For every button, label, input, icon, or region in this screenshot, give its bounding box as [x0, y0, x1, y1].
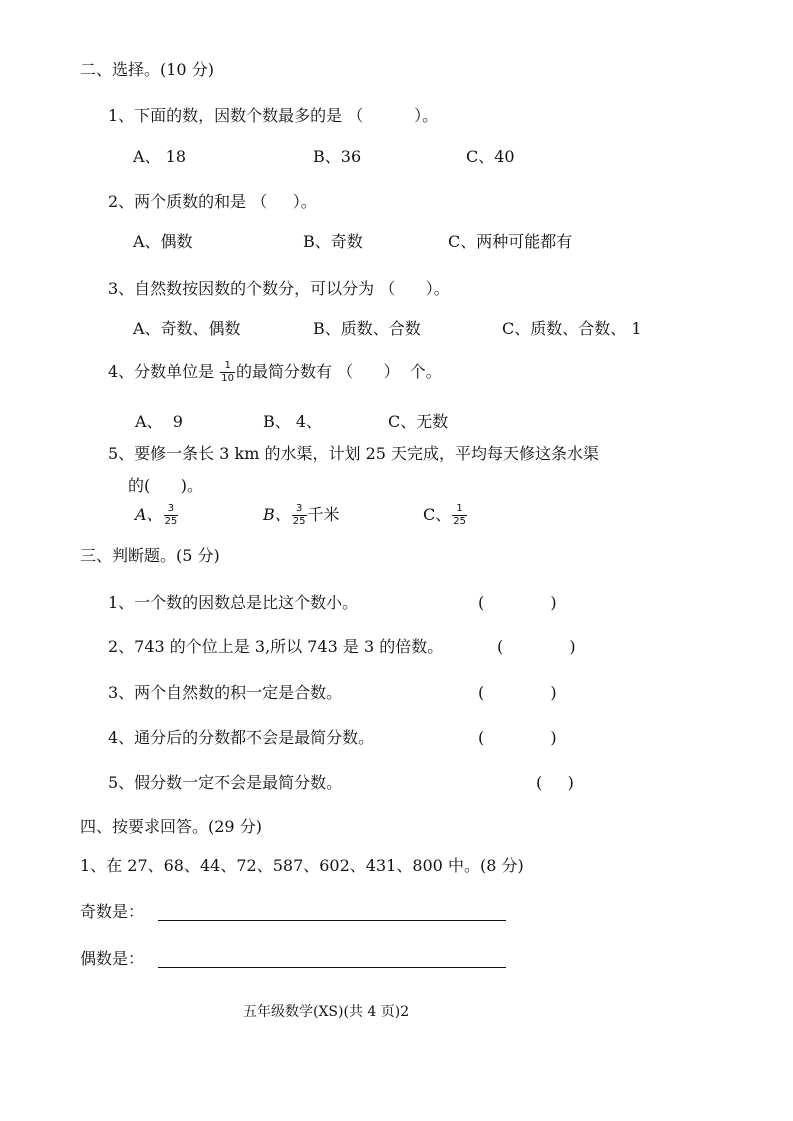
q4-option-a: A、 9 — [135, 412, 183, 431]
q2-stem: 2、两个质数的和是 （ ）。 — [108, 192, 317, 211]
q5-c-num: 1 — [456, 503, 463, 514]
q5-c-den: 25 — [453, 516, 466, 527]
q5-stem-line1: 5、要修一条长 3 km 的水渠，计划 25 天完成，平均每天修这条水渠 — [108, 444, 600, 463]
q4-stem-before: 4、分数单位是 — [108, 362, 220, 381]
judge-item-4-paren: ( ) — [478, 728, 557, 747]
q5-a-num: 3 — [167, 503, 175, 514]
judge-item-3-text: 3、两个自然数的积一定是合数。 — [108, 683, 343, 702]
q5-option-b-label: B、 — [263, 505, 291, 524]
q5-option-b-fraction — [292, 504, 307, 527]
q5-b-den: 25 — [292, 516, 306, 527]
judge-item-5-text: 5、假分数一定不会是最简分数。 — [108, 773, 343, 792]
q1-option-c: C、40 — [466, 147, 515, 166]
q3-stem: 3、自然数按因数的个数分，可以分为 （ ）。 — [108, 279, 450, 298]
q5-option-c-label: C、 — [423, 505, 452, 524]
q5-a-den: 25 — [164, 516, 178, 527]
q1-option-b: B、36 — [313, 147, 362, 166]
q4-option-b: B、 4、 — [263, 412, 323, 431]
q3-option-a: A、奇数、偶数 — [133, 319, 241, 338]
q5-stem-line2: 的( )。 — [128, 476, 204, 495]
section-3-title: 三、判断题。(5 分) — [80, 546, 220, 565]
judge-item-2-text: 2、743 的个位上是 3,所以 743 是 3 的倍数。 — [108, 637, 444, 656]
q5-option-a-fraction — [164, 504, 179, 527]
section-4-title: 四、按要求回答。(29 分) — [80, 817, 262, 836]
q2-option-a: A、偶数 — [133, 232, 193, 251]
judge-item-3-paren: ( ) — [478, 683, 557, 702]
even-label: 偶数是： — [80, 949, 145, 968]
q5-b-num: 3 — [295, 503, 303, 514]
q2-option-b: B、奇数 — [303, 232, 363, 251]
q4-frac-num: 1 — [224, 360, 231, 371]
q3-option-b: B、质数、合数 — [313, 319, 421, 338]
q4-frac-den: 10 — [221, 373, 235, 384]
q4-stem-after: 的最简分数有 （ ） 个。 — [236, 362, 442, 381]
q5-option-c — [423, 504, 468, 527]
judge-item-4-text: 4、通分后的分数都不会是最简分数。 — [108, 728, 375, 747]
judge-item-2-paren: ( ) — [497, 637, 576, 656]
q5-option-c-fraction — [452, 504, 467, 527]
section-2-title: 二、选择。(10 分) — [80, 60, 214, 79]
q1-option-a: A、 18 — [133, 147, 187, 166]
odd-label: 奇数是： — [80, 902, 145, 921]
q5-option-b-unit: 千米 — [307, 505, 340, 524]
q5-option-a-label: A、 — [135, 505, 163, 524]
sec4-q1-stem: 1、在 27、68、44、72、587、602、431、800 中。(8 分) — [80, 856, 524, 875]
q4-fraction — [220, 361, 235, 384]
even-answer-line[interactable] — [158, 967, 506, 968]
q3-option-c: C、质数、合数、 1 — [502, 319, 642, 338]
page-footer: 五年级数学(XS)(共 4 页)2 — [243, 1004, 410, 1020]
judge-item-5-paren: ( ) — [536, 773, 574, 792]
q4-option-c: C、无数 — [388, 412, 449, 431]
q1-stem: 1、下面的数，因数个数最多的是 （ ）。 — [108, 106, 439, 125]
q4-stem — [108, 361, 442, 384]
judge-item-1-paren: ( ) — [478, 593, 557, 612]
q5-option-b — [263, 504, 340, 527]
q5-option-a — [135, 504, 179, 527]
judge-item-1-text: 1、一个数的因数总是比这个数小。 — [108, 593, 359, 612]
q2-option-c: C、两种可能都有 — [448, 232, 573, 251]
odd-answer-line[interactable] — [158, 920, 506, 921]
